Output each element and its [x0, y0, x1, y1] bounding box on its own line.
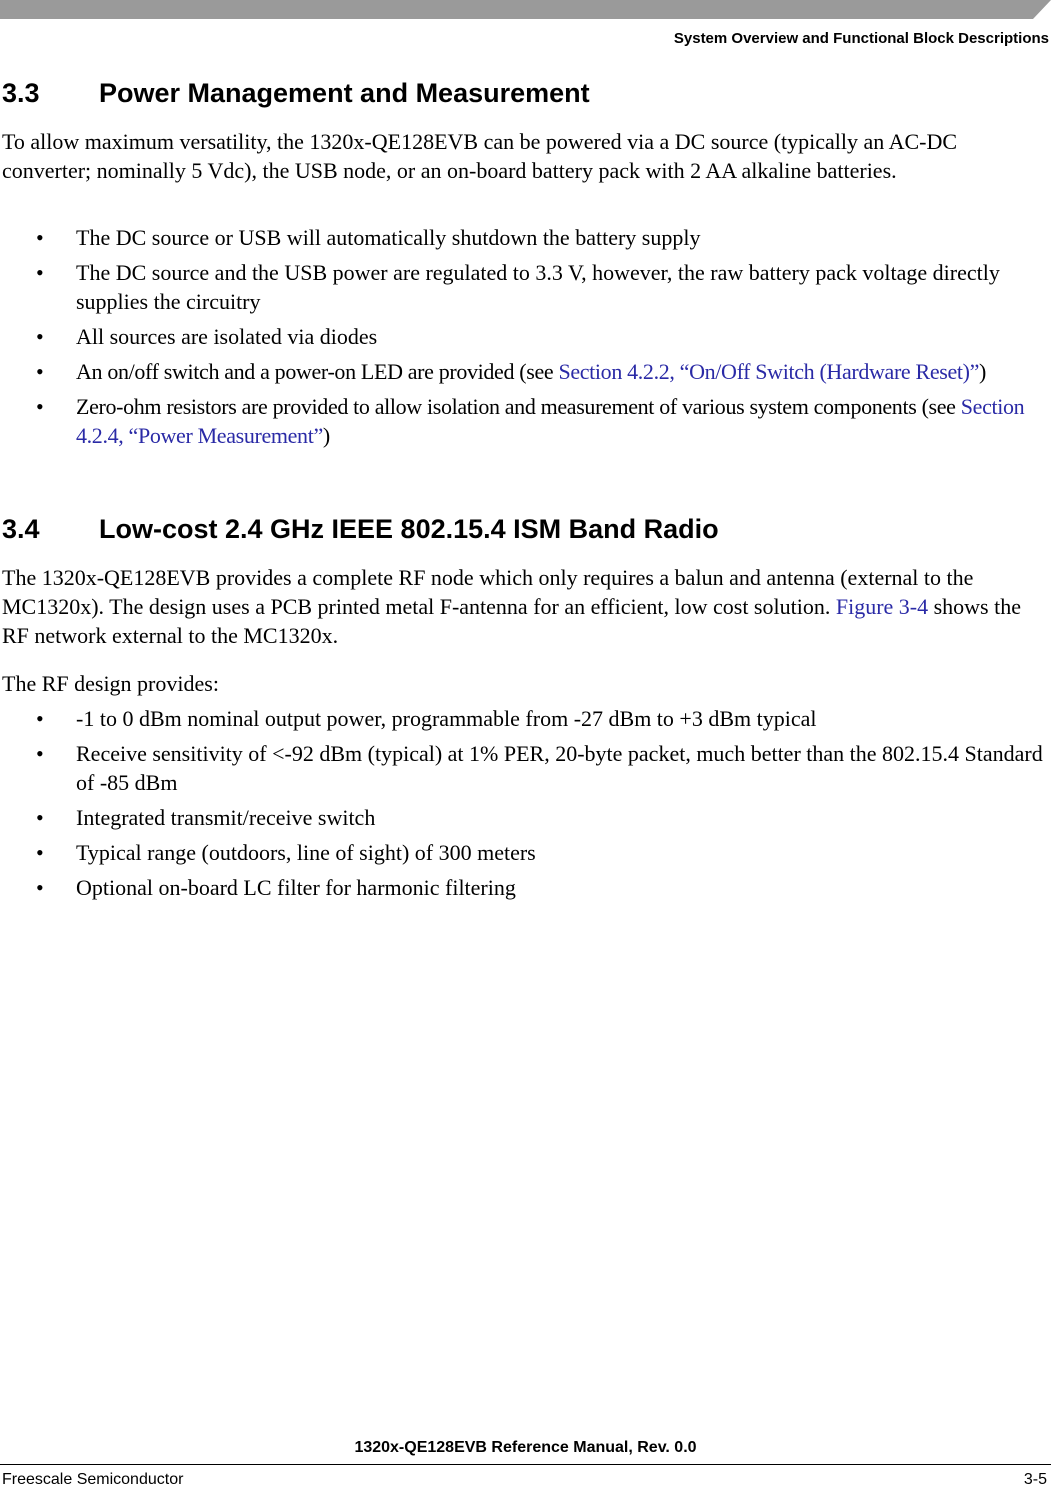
bullet-text: Zero-ohm resistors are provided to allow isolation and measurement of various system components (see	[76, 394, 961, 419]
footer-page-number: 3-5	[1023, 1471, 1047, 1488]
bullet-text: Receive sensitivity of <-92 dBm (typical) at 1% PER, 20-byte packet, much better than the 802.15.4 Standard of -85 dBm	[76, 741, 1043, 795]
list-item	[0, 258, 1051, 316]
paragraph-text: shows the RF network external to the MC1320x.	[2, 594, 1021, 648]
bullet-icon: •	[36, 394, 44, 419]
bullet-text: All sources are isolated via diodes	[76, 324, 378, 349]
list-item	[0, 739, 1051, 797]
power-bullet-list	[0, 223, 1051, 456]
bullet-text: An on/off switch and a power-on LED are provided (see	[76, 359, 559, 384]
bullet-icon: •	[36, 706, 44, 731]
bullet-icon: •	[36, 359, 44, 384]
bullet-icon: •	[36, 260, 44, 285]
footer-company: Freescale Semiconductor	[2, 1471, 184, 1488]
list-item	[0, 392, 1051, 450]
footer-divider	[0, 1464, 1051, 1465]
header-bar	[0, 0, 1051, 19]
bullet-icon: •	[36, 225, 44, 250]
bullet-text: -1 to 0 dBm nominal output power, programmable from -27 dBm to +3 dBm typical	[76, 706, 817, 731]
section-link-4-2-2[interactable]: Section 4.2.2, “On/Off Switch (Hardware Reset)”	[558, 359, 980, 384]
bullet-icon: •	[36, 324, 44, 349]
bullet-text: The DC source and the USB power are regulated to 3.3 V, however, the raw battery pack voltage directly supplies the circuitry	[76, 260, 1000, 314]
bullet-icon: •	[36, 875, 44, 900]
footer-manual-title: 1320x-QE128EVB Reference Manual, Rev. 0.0	[354, 1439, 697, 1456]
rf-node-paragraph	[2, 563, 1047, 650]
list-item	[0, 803, 1051, 832]
section-link-4-2-4[interactable]: Section 4.2.4, “Power Measurement”	[76, 394, 1025, 448]
list-item	[0, 322, 1051, 351]
section-title: Power Management and Measurement	[99, 78, 590, 108]
bullet-text: )	[979, 359, 986, 384]
list-item	[0, 873, 1051, 902]
section-number: 3.4	[2, 514, 40, 544]
bullet-text: Typical range (outdoors, line of sight) of 300 meters	[76, 840, 536, 865]
list-item	[0, 223, 1051, 252]
section-title: Low-cost 2.4 GHz IEEE 802.15.4 ISM Band Radio	[99, 514, 719, 544]
rf-design-intro: The RF design provides:	[2, 671, 219, 696]
bullet-icon: •	[36, 741, 44, 766]
intro-paragraph: To allow maximum versatility, the 1320x-QE128EVB can be powered via a DC source (typically an AC-DC converter; nominally 5 Vdc), the USB node, or an on-board battery pack with 2 AA alkaline batteries.	[2, 129, 958, 183]
bullet-text: The DC source or USB will automatically shutdown the battery supply	[76, 225, 701, 250]
bullet-icon: •	[36, 840, 44, 865]
bullet-icon: •	[36, 805, 44, 830]
bullet-text: Integrated transmit/receive switch	[76, 805, 376, 830]
figure-link-3-4[interactable]: Figure 3-4	[835, 594, 929, 619]
rf-bullet-list	[0, 704, 1051, 908]
bullet-text: Optional on-board LC filter for harmonic filtering	[76, 875, 516, 900]
bullet-text: )	[322, 423, 330, 448]
list-item	[0, 838, 1051, 867]
section-heading-3-4	[2, 514, 719, 545]
section-number: 3.3	[2, 78, 40, 108]
paragraph-text: The 1320x-QE128EVB provides a complete RF node which only requires a balun and antenna (external to the MC1320x). The design uses a PCB printed metal F-antenna for an efficient, low cost solution.	[2, 565, 974, 619]
list-item	[0, 357, 1051, 386]
section-heading-3-3	[2, 78, 590, 109]
running-header: System Overview and Functional Block Descriptions	[673, 30, 1049, 47]
list-item	[0, 704, 1051, 733]
